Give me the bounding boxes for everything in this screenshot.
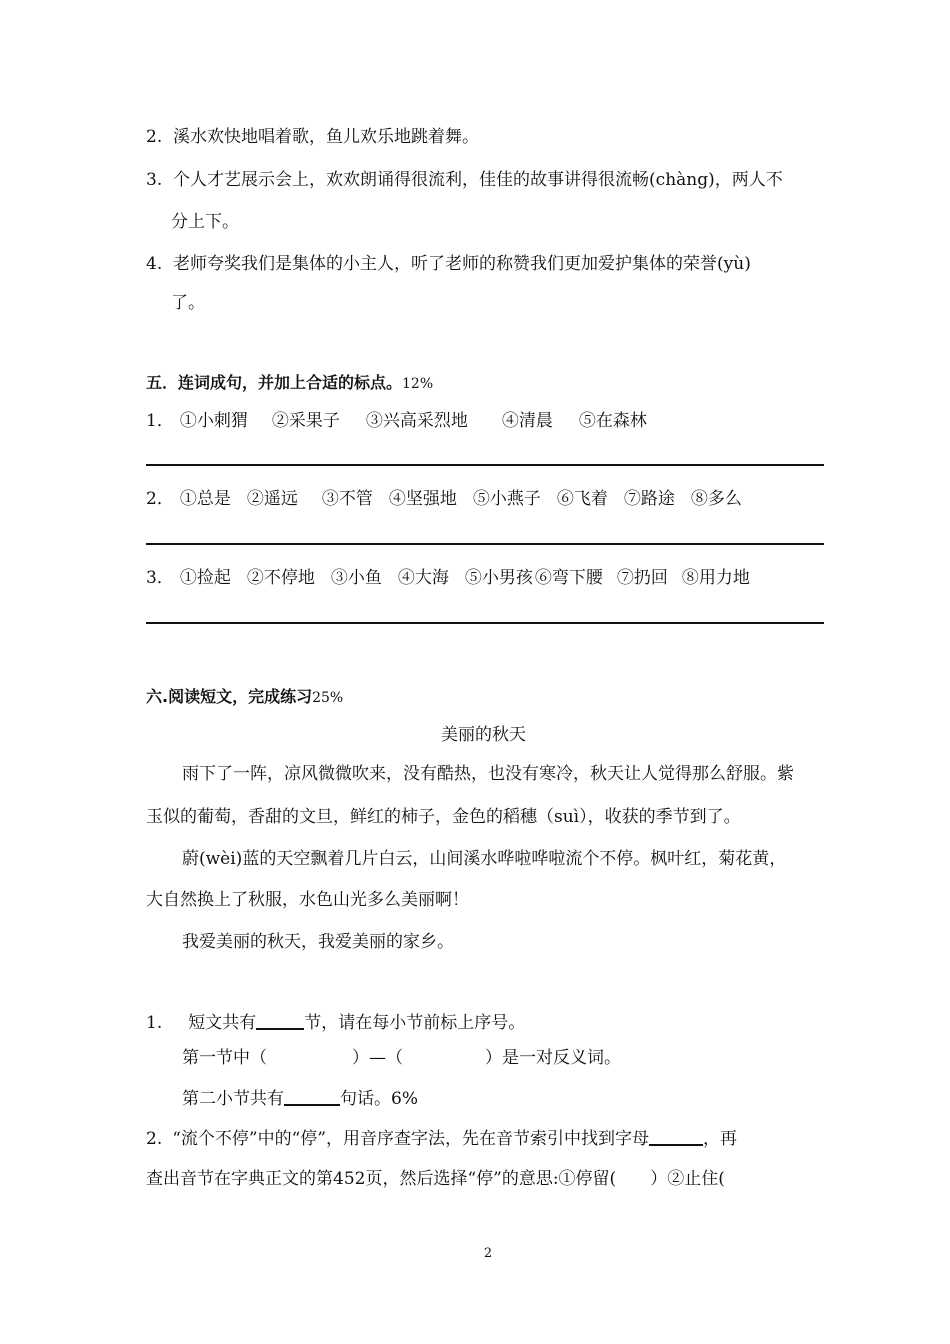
s5-question-1 bbox=[146, 410, 647, 432]
heading-percent: 12% bbox=[402, 376, 434, 392]
word-card: ③兴高采烈地 bbox=[365, 411, 468, 431]
word-card: ②遥远 bbox=[246, 489, 298, 509]
question-text: ）是一对反义词。 bbox=[485, 1048, 621, 1068]
s4-item-3-continuation: 分上下。 bbox=[171, 212, 239, 232]
item-number: 2. bbox=[146, 127, 163, 147]
fill-blank[interactable] bbox=[649, 1126, 703, 1146]
passage-line: 大自然换上了秋服，水色山光多么美丽啊！ bbox=[146, 890, 469, 910]
s4-item-4 bbox=[146, 253, 751, 275]
s4-item-4-continuation: 了。 bbox=[171, 293, 205, 313]
question-number: 1. bbox=[146, 1013, 163, 1033]
word-card: ⑧多么 bbox=[690, 489, 742, 509]
word-card: ⑤小燕子 bbox=[472, 489, 541, 509]
word-card: ②采果子 bbox=[271, 411, 340, 431]
passage-line: 雨下了一阵，凉风微微吹来，没有酷热，也没有寒冷，秋天让人觉得那么舒服。紫 bbox=[182, 764, 794, 784]
item-text: 老师夸奖我们是集体的小主人，听了老师的称赞我们更加爱护集体的荣誉(yù) bbox=[173, 254, 751, 274]
word-card: ①小刺猬 bbox=[179, 411, 248, 431]
s5-question-2 bbox=[146, 488, 742, 510]
q2-line-2: 查出音节在字典正文的第452页，然后选择“停”的意思:①停留( ）②止住( bbox=[146, 1169, 725, 1189]
passage-line: 蔚(wèi)蓝的天空飘着几片白云，山间溪水哗啦哗啦流个不停。枫叶红，菊花黄， bbox=[182, 849, 787, 869]
fill-blank[interactable] bbox=[284, 1086, 340, 1106]
heading-text: 五．连词成句，并加上合适的标点。 bbox=[146, 373, 403, 392]
question-number: 2． bbox=[146, 489, 174, 509]
word-card: ⑤在森林 bbox=[578, 411, 647, 431]
word-card: ①总是 bbox=[179, 489, 231, 509]
question-text: “流个不停”中的“停”，用音序查字法，先在音节索引中找到字母 bbox=[172, 1129, 649, 1149]
q1-line-a bbox=[146, 1010, 525, 1034]
question-text: ，再 bbox=[703, 1129, 737, 1149]
q2-line-1 bbox=[146, 1126, 737, 1150]
question-text: 第二小节共有 bbox=[182, 1089, 284, 1109]
question-text: 节，请在每小节前标上序号。 bbox=[304, 1013, 526, 1033]
question-number: 1． bbox=[146, 411, 174, 431]
word-card: ④大海 bbox=[397, 568, 449, 588]
word-card: ⑥弯下腰 bbox=[534, 568, 603, 588]
fill-blank[interactable] bbox=[256, 1010, 304, 1030]
passage-line: 我爱美丽的秋天，我爱美丽的家乡。 bbox=[182, 932, 454, 952]
answer-line[interactable] bbox=[146, 464, 824, 466]
word-card: ③小鱼 bbox=[330, 568, 382, 588]
word-card: ③不管 bbox=[321, 489, 373, 509]
item-text: 个人才艺展示会上，欢欢朗诵得很流利，佳佳的故事讲得很流畅(chàng)，两人不 bbox=[173, 170, 783, 190]
passage-line: 玉似的葡萄，香甜的文旦，鲜红的柿子，金色的稻穗（suì），收获的季节到了。 bbox=[146, 807, 741, 827]
item-text: 溪水欢快地唱着歌，鱼儿欢乐地跳着舞。 bbox=[173, 127, 480, 147]
word-card: ④清晨 bbox=[501, 411, 553, 431]
page-number: 2 bbox=[483, 1246, 493, 1261]
word-card: ⑥飞着 bbox=[556, 489, 608, 509]
answer-line[interactable] bbox=[146, 543, 824, 545]
s5-question-3 bbox=[146, 567, 750, 589]
word-card: ⑧用力地 bbox=[681, 568, 750, 588]
question-text: ）—（ bbox=[352, 1048, 403, 1068]
question-text: 短文共有 bbox=[188, 1013, 257, 1033]
question-text: 句话。6% bbox=[340, 1089, 418, 1109]
word-card: ⑤小男孩 bbox=[464, 568, 533, 588]
word-card: ④坚强地 bbox=[388, 489, 457, 509]
word-card: ①捡起 bbox=[179, 568, 231, 588]
q1-line-c bbox=[182, 1086, 418, 1110]
passage-title: 美丽的秋天 bbox=[441, 725, 526, 745]
s4-item-3 bbox=[146, 169, 783, 191]
item-number: 3. bbox=[146, 170, 163, 190]
word-card: ⑦路途 bbox=[623, 489, 675, 509]
word-card: ②不停地 bbox=[246, 568, 315, 588]
q1-line-b bbox=[182, 1047, 621, 1069]
heading-percent: 25% bbox=[312, 690, 344, 706]
question-text: 第一节中（ bbox=[182, 1048, 267, 1068]
section5-heading bbox=[146, 372, 433, 395]
question-number: 2. bbox=[146, 1129, 163, 1149]
word-card: ⑦扔回 bbox=[616, 568, 668, 588]
s4-item-2 bbox=[146, 126, 479, 148]
item-number: 4. bbox=[146, 254, 163, 274]
answer-line[interactable] bbox=[146, 622, 824, 624]
question-number: 3． bbox=[146, 568, 174, 588]
heading-text: 六.阅读短文，完成练习 bbox=[146, 687, 313, 706]
section6-heading bbox=[146, 686, 343, 709]
